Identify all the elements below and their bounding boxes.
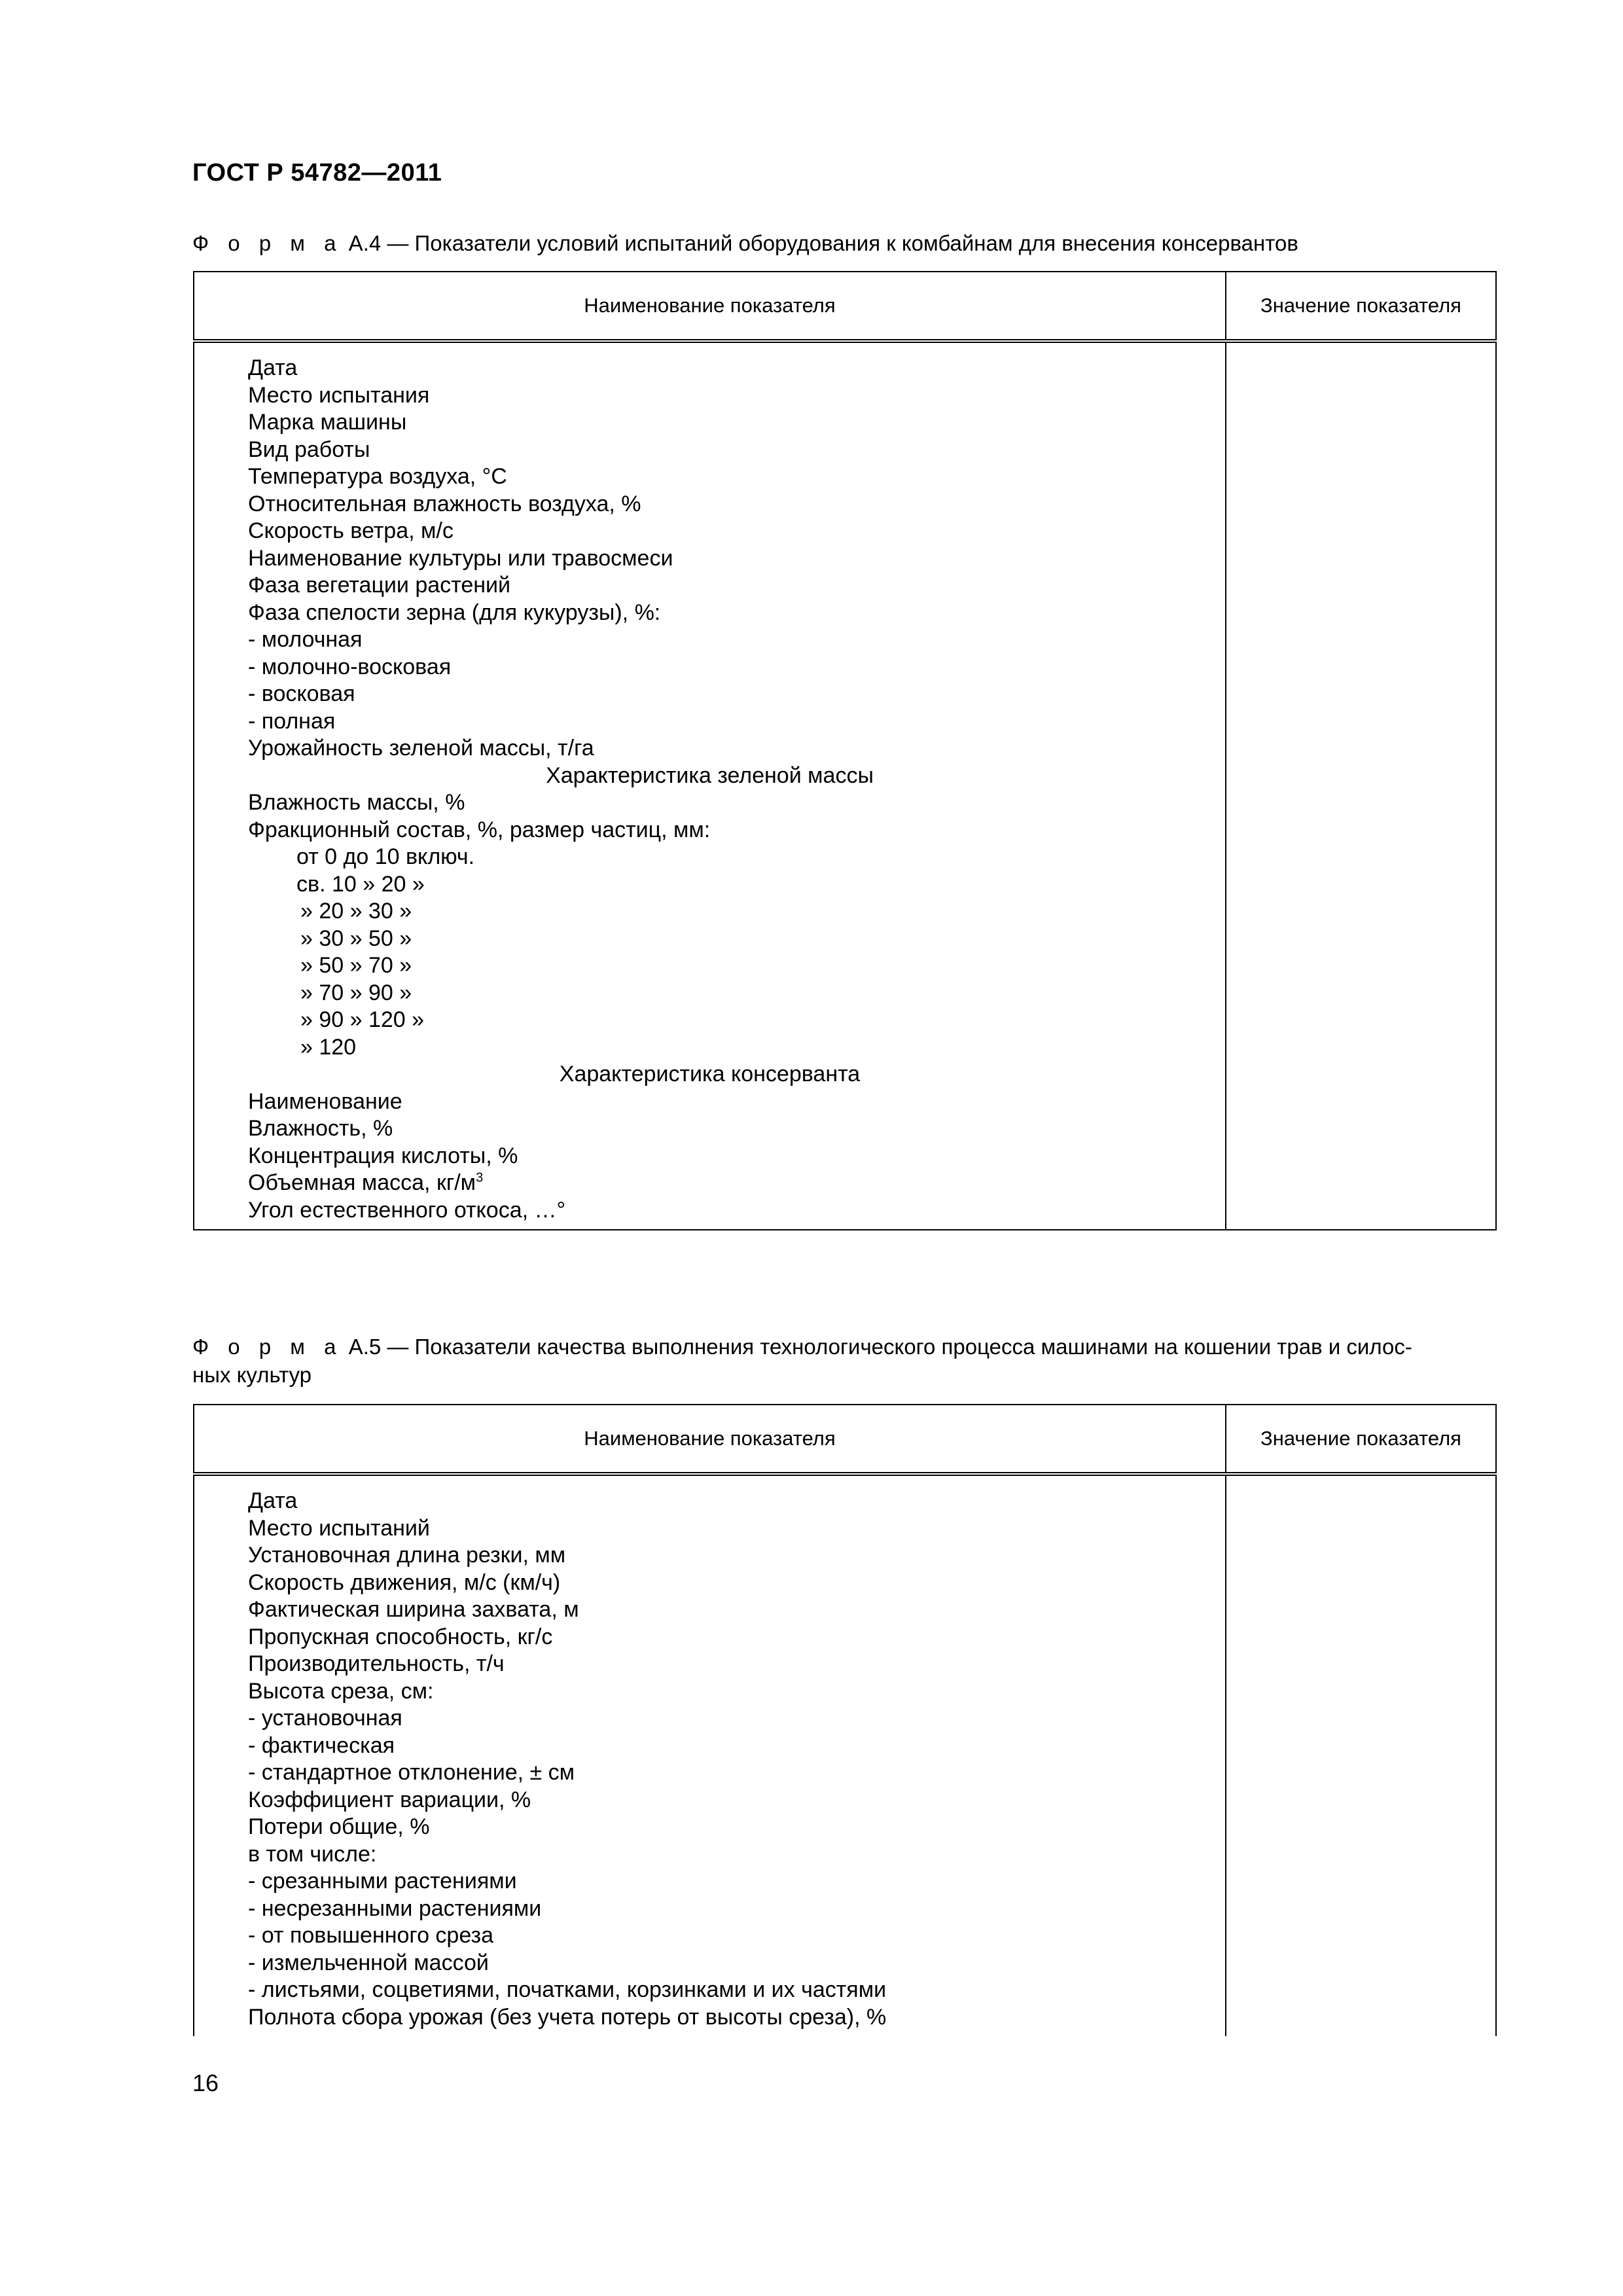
list-item: - от повышенного среза (248, 1923, 493, 1948)
form-a5-value-cell[interactable] (1226, 1474, 1496, 2036)
list-item: Дата (248, 1488, 298, 1513)
list-item: - молочная (248, 627, 363, 652)
list-item: Вид работы (248, 437, 370, 462)
list-item: в том числе: (248, 1841, 377, 1867)
list-item: Концентрация кислоты, % (248, 1143, 518, 1168)
list-item: Установочная длина резки, мм (248, 1543, 566, 1568)
list-item: - установочная (248, 1706, 402, 1731)
list-item: - полная (248, 708, 336, 734)
list-item: Дата (248, 355, 298, 380)
list-item: Фаза вегетации растений (248, 573, 511, 598)
section-subheading: Характеристика консерванта (559, 1062, 861, 1086)
fraction-row: » 50 » 70 » (300, 953, 412, 978)
form-a5-indicator-cell (194, 1474, 1226, 2036)
fraction-row: » 20 » 30 » (300, 899, 412, 924)
fraction-row: св. 10 » 20 » (296, 871, 425, 897)
list-item: Фаза спелости зерна (для кукурузы), %: (248, 600, 661, 625)
list-item: Влажность массы, % (248, 790, 465, 815)
list-item: Наименование культуры или травосмеси (248, 545, 673, 571)
list-item: - восковая (248, 681, 355, 706)
list-item: Скорость ветра, м/с (248, 518, 454, 543)
list-item: Коэффициент вариации, % (248, 1787, 531, 1812)
form-a4-table (193, 271, 1497, 1230)
list-item: Фракционный состав, %, размер частиц, мм: (248, 817, 711, 842)
form-a5-caption (192, 1333, 1495, 1389)
list-item: Пропускная способность, кг/с (248, 1624, 553, 1649)
fraction-row: » 70 » 90 » (300, 980, 412, 1005)
list-item: Производительность, т/ч (248, 1651, 505, 1676)
page-number: 16 (192, 2070, 219, 2096)
list-item: Температура воздуха, °С (248, 464, 507, 489)
form-a5-caption-text: А.5 — Показатели качества выполнения технологического процесса машинами на кошении трав и силос- (342, 1335, 1412, 1359)
list-item-text: Объемная масса, кг/м (248, 1170, 476, 1195)
form-a5-col-value-header: Значение показателя (1226, 1405, 1496, 1474)
document-header: ГОСТ Р 54782—2011 (192, 159, 442, 187)
list-item: Угол естественного откоса, …° (248, 1197, 566, 1223)
form-a5-col-name-header: Наименование показателя (194, 1405, 1226, 1474)
list-item: Влажность, % (248, 1116, 393, 1141)
list-item: Марка машины (248, 410, 407, 435)
form-a4-col-value-header: Значение показателя (1226, 272, 1496, 341)
list-item: - срезанными растениями (248, 1869, 517, 1893)
list-item: Фактическая ширина захвата, м (248, 1597, 579, 1622)
fraction-row: » 120 (300, 1034, 357, 1060)
form-a4-col-name-header: Наименование показателя (194, 272, 1226, 341)
list-item: Наименование (248, 1088, 402, 1114)
form-a5-caption-line2: ных культур (192, 1363, 312, 1387)
superscript: 3 (476, 1170, 484, 1185)
list-item: Полнота сбора урожая (без учета потерь от высоты среза), % (248, 2004, 887, 2030)
list-item (248, 1170, 1225, 1197)
list-item: Скорость движения, м/с (км/ч) (248, 1570, 561, 1595)
list-item: Урожайность зеленой массы, т/га (248, 736, 594, 761)
form-a4-value-cell[interactable] (1226, 341, 1496, 1230)
form-a4-caption (192, 229, 1495, 257)
list-item: Высота среза, см: (248, 1678, 434, 1704)
fraction-row: от 0 до 10 включ. (296, 844, 475, 869)
list-item: - измельченной массой (248, 1950, 489, 1975)
list-item: Относительная влажность воздуха, % (248, 491, 641, 516)
list-item: - несрезанными растениями (248, 1895, 542, 1921)
list-item: - молочно-восковая (248, 654, 452, 679)
list-item: Потери общие, % (248, 1814, 430, 1839)
list-item: - фактическая (248, 1732, 395, 1758)
form-a5-indicator-list (194, 1476, 1225, 2036)
fraction-row: » 90 » 120 » (300, 1007, 425, 1032)
form-a5-caption-prefix: Ф о р м а (192, 1335, 343, 1359)
list-item: - стандартное отклонение, ± см (248, 1760, 575, 1785)
form-a4-indicator-cell (194, 341, 1226, 1230)
list-item: Место испытания (248, 382, 430, 408)
list-item: Место испытаний (248, 1515, 430, 1541)
form-a4-caption-prefix: Ф о р м а (192, 231, 343, 255)
section-subheading: Характеристика зеленой массы (546, 762, 874, 788)
form-a5-table (193, 1404, 1497, 2036)
fraction-row: » 30 » 50 » (300, 925, 412, 951)
form-a4-indicator-list (194, 343, 1225, 1229)
form-a4-caption-text: А.4 — Показатели условий испытаний оборудования к комбайнам для внесения консервантов (342, 231, 1298, 255)
list-item: - листьями, соцветиями, початками, корзинками и их частями (248, 1977, 887, 2002)
